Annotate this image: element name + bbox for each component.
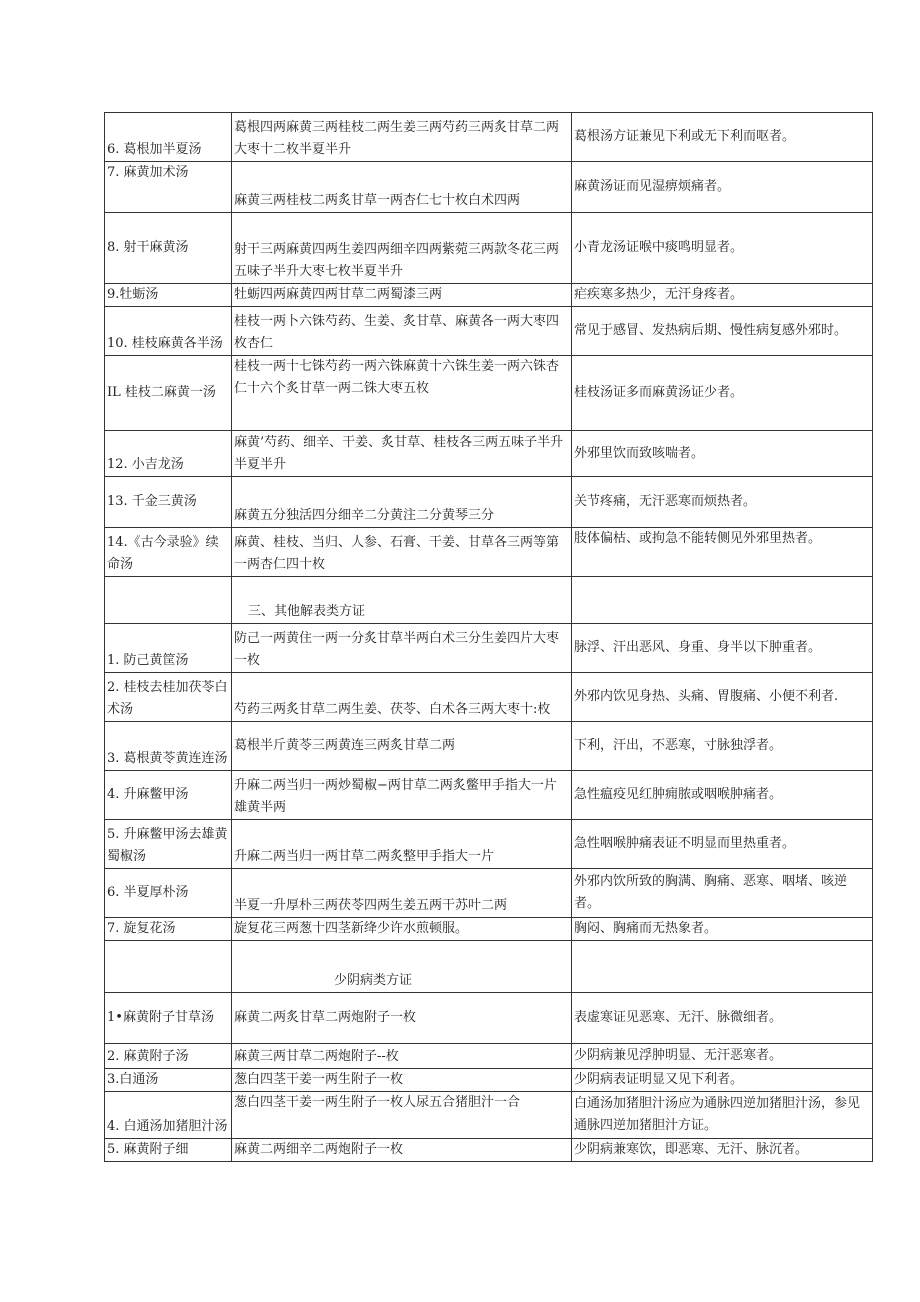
formula-name: 4. 升麻鳖甲汤: [105, 771, 232, 820]
formula-indication: 疟疾寒多热少，无汗身疼者。: [572, 284, 873, 307]
section-title: 三、其他解表类方证: [248, 604, 366, 619]
formula-ingredients: 葱白四茎干姜一两生附子一枚人尿五合猪胆汁一合: [232, 1092, 572, 1139]
formula-name: 1. 防己黄筐汤: [105, 624, 232, 673]
formula-name: 5. 麻黄附子细: [105, 1139, 232, 1162]
formula-row: [105, 284, 873, 307]
formula-indication: 少阴病兼见浮肿明显、无汗恶寒者。: [572, 1044, 873, 1069]
section-title-cell: [232, 577, 572, 624]
formula-indication: 急性瘟疫见红肿痈脓或咽喉肿痛者。: [572, 771, 873, 820]
formula-name: 13. 千金三黄汤: [105, 477, 232, 528]
formula-row: [105, 356, 873, 431]
formula-name: 1•麻黄附子甘草汤: [105, 993, 232, 1044]
formula-name: 10. 桂枝麻黄各半汤: [105, 307, 232, 356]
formula-ingredients: 麻黄、桂枝、当归、人参、石膏、干姜、甘草各三两等第一两杏仁四十枚: [232, 528, 572, 577]
formula-indication: 外邪内饮见身热、头痛、胃腹痛、小便不利者.: [572, 673, 873, 722]
formula-row: [105, 673, 873, 722]
formula-ingredients: 麻黄三两桂枝二两炙甘草一两杏仁七十枚白术四两: [232, 162, 572, 213]
formula-ingredients: 芍药三两炙甘草二两生姜、茯苓、白术各三两大枣十:枚: [232, 673, 572, 722]
formula-row: [105, 1139, 873, 1162]
formula-name: 7. 旋复花汤: [105, 918, 232, 941]
formula-indication: 少阴病表证明显又见下利者。: [572, 1069, 873, 1092]
formula-indication: 胸闷、胸痛而无热象者。: [572, 918, 873, 941]
formula-table: [104, 112, 873, 1162]
formula-indication: 急性咽喉肿痛表证不明显而里热重者。: [572, 820, 873, 869]
formula-row: [105, 431, 873, 477]
formula-indication: 葛根汤方证兼见下利或无下利而呕者。: [572, 113, 873, 162]
formula-ingredients: 麻黄三两甘草二两炮附子--枚: [232, 1044, 572, 1069]
formula-ingredients: 旋复花三两葱十四茎新绛少许水煎顿服。: [232, 918, 572, 941]
formula-indication: 外邪里饮而致咳喘者。: [572, 431, 873, 477]
formula-ingredients: 麻黄二两炙甘草二两炮附子一枚: [232, 993, 572, 1044]
formula-indication: 少阴病兼寒饮，即恶寒、无汗、脉沉者。: [572, 1139, 873, 1162]
formula-ingredients: 桂枝一两十七铢芍药一两六铢麻黄十六铢生姜一两六铢杏仁十六个炙甘草一两二铢大枣五枚: [232, 356, 572, 431]
formula-name: 2. 麻黄附子汤: [105, 1044, 232, 1069]
formula-row: [105, 528, 873, 577]
formula-indication: 小青龙汤证喉中痰鸣明显者。: [572, 213, 873, 284]
section-header-row: [105, 577, 873, 624]
formula-name: 7. 麻黄加术汤: [105, 162, 232, 213]
empty-cell: [105, 941, 232, 993]
formula-indication: 常见于感冒、发热病后期、慢性病复感外邪时。: [572, 307, 873, 356]
formula-row: [105, 1044, 873, 1069]
empty-cell: [105, 577, 232, 624]
formula-ingredients: 桂枝一两卜六铢芍药、生姜、炙甘草、麻黄各一两大枣四枚杏仁: [232, 307, 572, 356]
formula-indication: 白通汤加猪胆汁汤应为通脉四逆加猪胆汁汤，参见通脉四逆加猪胆汁方证。: [572, 1092, 873, 1139]
formula-ingredients: 麻黄二两细辛二两炮附子一枚: [232, 1139, 572, 1162]
formula-indication: 脉浮、汗出恶风、身重、身半以下肿重者。: [572, 624, 873, 673]
formula-indication: 外邪内饮所致的胸满、胸痛、恶寒、咽堵、咳逆者。: [572, 869, 873, 918]
formula-row: [105, 820, 873, 869]
formula-ingredients: 防己一两黄住一两一分炙甘草半两白术三分生姜四片大枣一枚: [232, 624, 572, 673]
formula-ingredients: 葛根半斤黄苓三两黄连三两炙甘草二两: [232, 722, 572, 771]
formula-row: [105, 1092, 873, 1139]
section-header-row: [105, 941, 873, 993]
empty-cell: [572, 941, 873, 993]
formula-name: 14.《古今录验》续命汤: [105, 528, 232, 577]
formula-row: [105, 477, 873, 528]
formula-row: [105, 722, 873, 771]
formula-ingredients: 麻黄’芍药、细辛、干姜、炙甘草、桂枝各三两五味子半升半夏半升: [232, 431, 572, 477]
formula-row: [105, 1069, 873, 1092]
formula-ingredients: 牡蛎四两麻黄四两甘草二两蜀漆三两: [232, 284, 572, 307]
formula-ingredients: 葛根四两麻黄三两桂枝二两生姜三两芍药三两炙甘草二两大枣十二枚半夏半升: [232, 113, 572, 162]
formula-ingredients: 升麻二两当归一两炒蜀椒−两甘草二两炙鳖甲手指大一片雄黄半两: [232, 771, 572, 820]
formula-indication: 肢体偏枯、或拘急不能转侧见外邪里热者。: [572, 528, 873, 577]
formula-name: 4. 白通汤加猪胆汁汤: [105, 1092, 232, 1139]
section-title: 少阴病类方证: [334, 973, 413, 988]
formula-indication: 桂枝汤证多而麻黄汤证少者。: [572, 356, 873, 431]
formula-row: [105, 307, 873, 356]
formula-indication: 下利，汗出，不恶寒，寸脉独浮者。: [572, 722, 873, 771]
section-title-cell: [232, 941, 572, 993]
formula-row: [105, 624, 873, 673]
formula-name: 5. 升麻鳖甲汤去雄黄蜀椒汤: [105, 820, 232, 869]
formula-row: [105, 918, 873, 941]
formula-name: 12. 小吉龙汤: [105, 431, 232, 477]
formula-name: 2. 桂枝去桂加茯苓白术汤: [105, 673, 232, 722]
formula-indication: 关节疼痛，无汗恶寒而烦热者。: [572, 477, 873, 528]
formula-indication: 表虚寒证见恶寒、无汗、脉微细者。: [572, 993, 873, 1044]
formula-ingredients: 射干三两麻黄四两生姜四两细辛四两紫菀三两款冬花三两五味子半升大枣七枚半夏半升: [232, 213, 572, 284]
formula-row: [105, 213, 873, 284]
formula-row: [105, 993, 873, 1044]
formula-row: [105, 162, 873, 213]
formula-row: [105, 869, 873, 918]
formula-table-body: [105, 113, 873, 1162]
formula-row: [105, 113, 873, 162]
formula-indication: 麻黄汤证而见湿痹烦痛者。: [572, 162, 873, 213]
formula-name: IL 桂枝二麻黄一汤: [105, 356, 232, 431]
formula-name: 6. 葛根加半夏汤: [105, 113, 232, 162]
formula-name: 3.白通汤: [105, 1069, 232, 1092]
formula-ingredients: 升麻二两当归一两甘草二两炙整甲手指大一片: [232, 820, 572, 869]
formula-name: 3. 葛根黄苓黄连连汤: [105, 722, 232, 771]
formula-name: 9.牡蛎汤: [105, 284, 232, 307]
formula-row: [105, 771, 873, 820]
formula-name: 6. 半夏厚朴汤: [105, 869, 232, 918]
formula-ingredients: 麻黄五分独活四分细辛二分黄注二分黄琴三分: [232, 477, 572, 528]
formula-name: 8. 射干麻黄汤: [105, 213, 232, 284]
formula-ingredients: 半夏一升厚朴三两茯苓四两生姜五两干苏叶二两: [232, 869, 572, 918]
empty-cell: [572, 577, 873, 624]
formula-ingredients: 葱白四茎干姜一两生附子一枚: [232, 1069, 572, 1092]
